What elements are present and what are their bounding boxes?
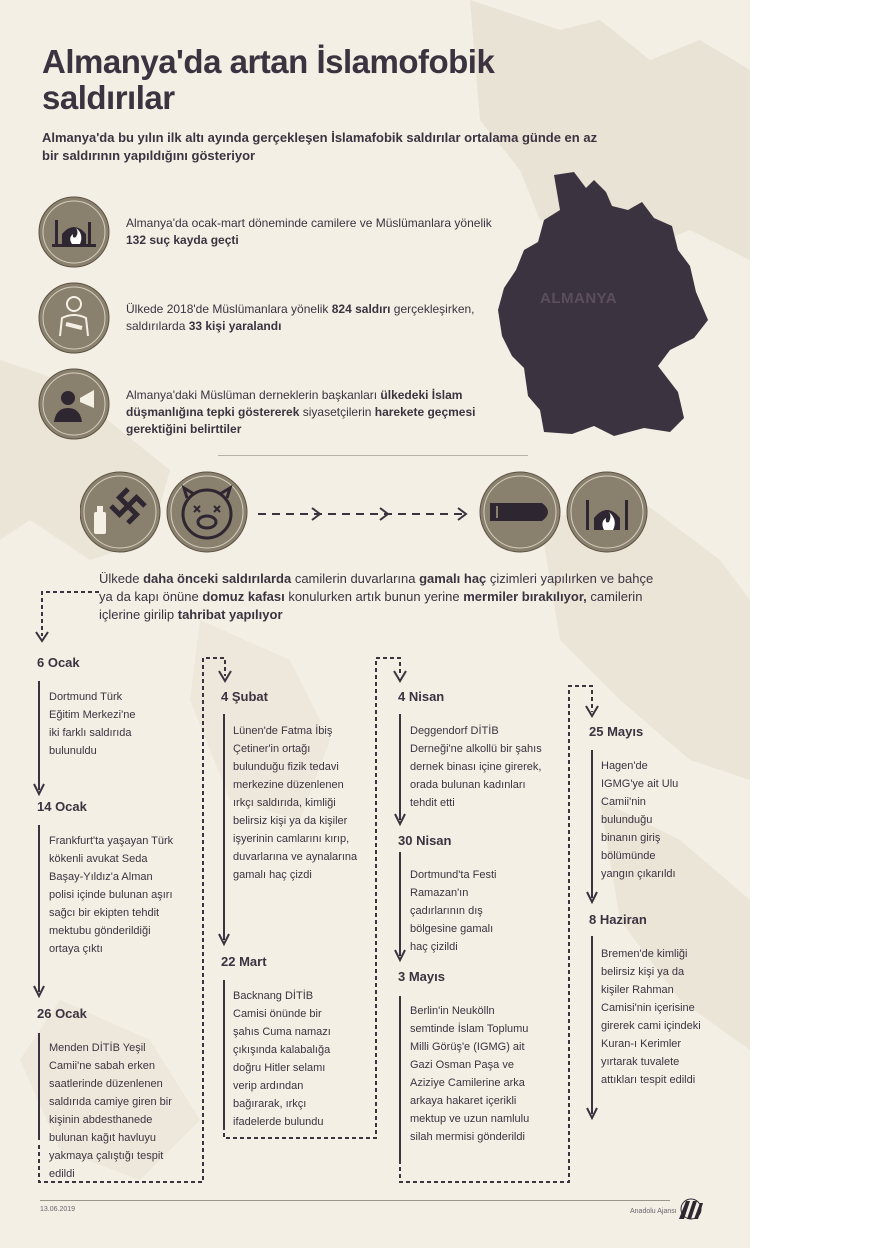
timeline-event bbox=[37, 799, 187, 958]
event-description: Hagen'de IGMG'ye ait Ulu Camii'nin bulunduğu binanın giriş bölümünde yangın çıkarıldı bbox=[601, 760, 679, 880]
timeline-event bbox=[398, 833, 558, 956]
explanation-text: Ülkede daha önceki saldırılarda camilerin duvarlarına gamalı haç çizimleri yapılırken ve bahçe ya da kapı önüne domuz kafası konulurken artık bunun yerine mermiler bırakılıyor, camilerin içlerine girilip tahribat yapılıyor bbox=[99, 571, 654, 622]
fact-item bbox=[38, 368, 498, 440]
event-date: 22 Mart bbox=[221, 954, 267, 969]
map-label: ALMANYA bbox=[540, 290, 618, 307]
megaphone-speaker-icon bbox=[38, 368, 110, 440]
event-description: Dortmund'ta Festi Ramazan'ın çadırlarının dış bölgesine gamalı haç çizildi bbox=[410, 869, 497, 953]
event-description: Deggendorf DİTİB Derneği'ne alkollü bir şahıs dernek binası içine girerek, orada bulunan kadınları tehdit etti bbox=[410, 725, 542, 809]
timeline-event bbox=[37, 1006, 187, 1183]
fact-item bbox=[38, 282, 498, 354]
footer-source: Anadolu Ajansı bbox=[630, 1208, 677, 1215]
germany-map bbox=[494, 170, 714, 460]
event-description: Dortmund Türk Eğitim Merkezi'ne iki farklı saldırıda bulunuldu bbox=[49, 691, 136, 757]
subtitle: Almanya'da bu yılın ilk altı ayında gerçekleşen İslamafobik saldırılar ortalama günde en az bir saldırının yapıldığını gösteriyor bbox=[42, 130, 598, 163]
event-date: 3 Mayıs bbox=[398, 969, 445, 984]
mosque-fire-icon bbox=[38, 196, 110, 268]
divider bbox=[218, 455, 528, 456]
event-description: Bremen'de kimliği belirsiz kişi ya da kişiler Rahman Camisi'nin içerisine girerek cami içindeki Kuran-ı Kerimler yırtarak tuvalete attıkları tespit edildi bbox=[601, 948, 701, 1086]
timeline-event bbox=[398, 689, 558, 812]
timeline-event bbox=[398, 969, 558, 1146]
footer-divider bbox=[40, 1200, 670, 1201]
event-date: 25 Mayıs bbox=[589, 724, 644, 739]
timeline-event bbox=[221, 954, 371, 1131]
event-description: Berlin'in Neukölln semtinde İslam Toplumu Milli Görüş'e (IGMG) ait Gazi Osman Paşa ve Aziziye Camilerine arka arkaya hakaret içerikli mektup ve uzun namlulu silah mermisi gönderildi bbox=[410, 1005, 530, 1143]
event-date: 4 Nisan bbox=[398, 689, 445, 704]
mosque-fire-icon bbox=[567, 472, 647, 552]
event-date: 30 Nisan bbox=[398, 833, 452, 848]
pig-head-icon bbox=[167, 472, 247, 552]
event-date: 4 Şubat bbox=[221, 689, 268, 704]
swastika-spray-icon bbox=[80, 472, 160, 552]
fact-item bbox=[38, 196, 498, 268]
event-description: Menden DİTİB Yeşil Camii'ne sabah erken saatlerinde düzenlenen saldırıda camiye giren bir kişinin abdesthanede bulunan kağıt havluyu yakmaya çalıştığı tespit edildi bbox=[49, 1042, 172, 1180]
event-date: 14 Ocak bbox=[37, 799, 87, 814]
event-date: 6 Ocak bbox=[37, 655, 80, 670]
timeline-event bbox=[589, 724, 739, 883]
fact-text: Ülkede 2018'de Müslümanlara yönelik 824 saldırı gerçekleşirken, saldırılarda 33 kişi yaralandı bbox=[126, 302, 475, 333]
event-date: 26 Ocak bbox=[37, 1006, 87, 1021]
timeline-event bbox=[37, 655, 187, 760]
event-description: Frankfurt'ta yaşayan Türk kökenli avukat Seda Başay-Yıldız'a Alman polisi içinde bulunan aşırı sağcı bir ekipten tehdit mektubu gönderildiği ortaya çıktı bbox=[49, 835, 174, 955]
event-date: 8 Haziran bbox=[589, 912, 647, 927]
timeline-event bbox=[589, 912, 739, 1089]
timeline-event bbox=[221, 689, 371, 884]
bullet-icon bbox=[480, 472, 560, 552]
injured-person-icon bbox=[38, 282, 110, 354]
event-description: Backnang DİTİB Camisi önünde bir şahıs Cuma namazı çıkışında kalabalığa doğru Hitler selamı verip ardından bağırarak, ırkçı ifadelerde bulundu bbox=[233, 990, 331, 1128]
event-description: Lünen'de Fatma İbiş Çetiner'in ortağı bulunduğu fizik tedavi merkezine düzenlenen ırkçı saldırıda, kimliği belirsiz kişi ya da kişiler işyerinin camlarını kırıp, duvarlarına ve aynalarına gamalı haç çizdi bbox=[233, 725, 358, 881]
page-title: Almanya'da artan İslamofobik saldırılar bbox=[42, 43, 495, 116]
dashed-arrow bbox=[258, 508, 466, 520]
fact-text: Almanya'daki Müslüman derneklerin başkanları ülkedeki İslam düşmanlığına tepki göstererek siyasetçilerin harekete geçmesi gerektiğini belirttiler bbox=[126, 388, 476, 436]
aa-logo-icon bbox=[678, 1198, 704, 1220]
footer-date: 13.06.2019 bbox=[40, 1206, 76, 1213]
evolution-row bbox=[80, 470, 680, 555]
fact-text: Almanya'da ocak-mart döneminde camilere ve Müslümanlara yönelik 132 suç kayda geçti bbox=[126, 216, 492, 247]
